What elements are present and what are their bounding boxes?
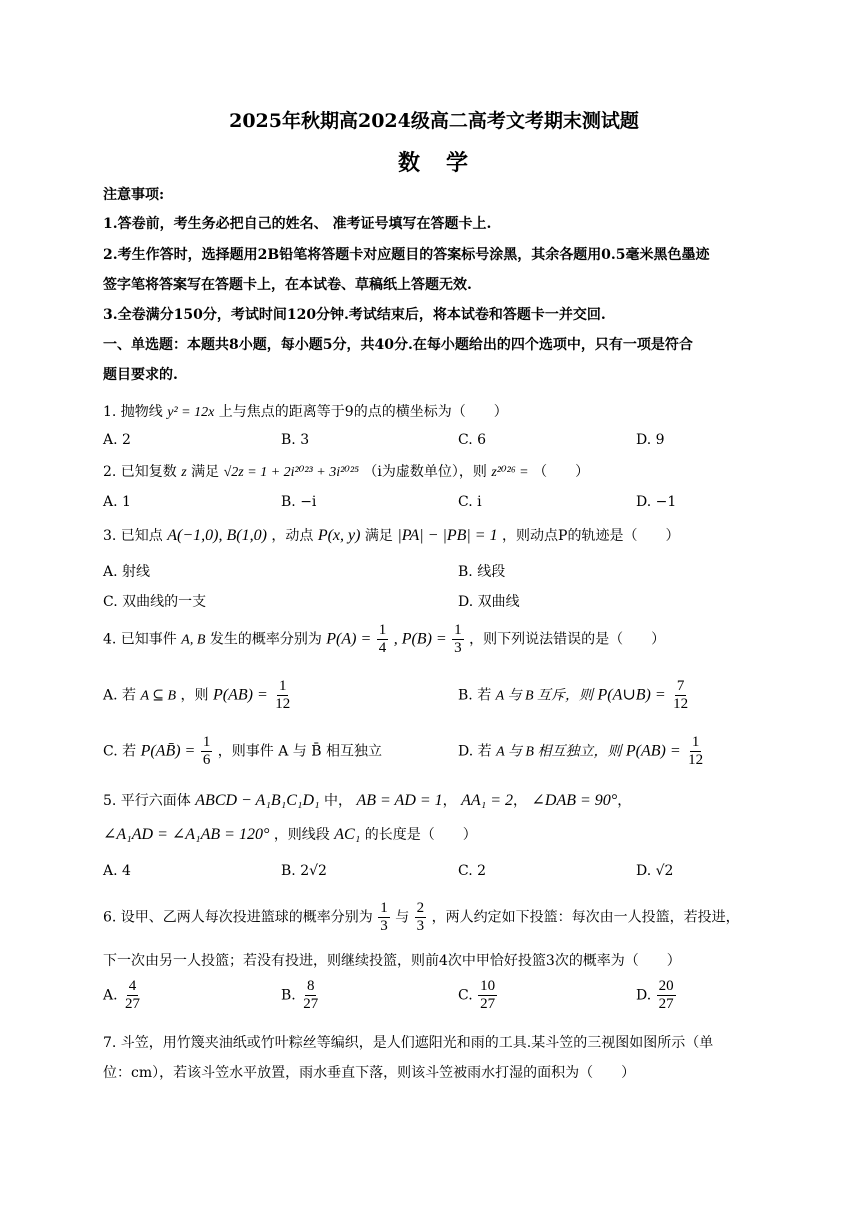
q4-d-den: 12 bbox=[688, 752, 704, 768]
q4-c-eq: P(AB̄) = bbox=[140, 742, 196, 760]
q4-d-eq: P(AB) = bbox=[625, 742, 681, 760]
q4-d-pre: D. 若 bbox=[458, 743, 492, 760]
q2-mid: 满足 bbox=[191, 464, 220, 480]
note-item-3: 3.全卷满分150分，考试时间120分钟.考试结束后，将本试卷和答题卡一并交回. bbox=[103, 307, 606, 323]
q6-f1-den: 3 bbox=[380, 918, 388, 934]
q4-events: A, B bbox=[181, 632, 206, 648]
q4-a-cond: A ⊆ B bbox=[140, 688, 177, 704]
q6-f2-den: 3 bbox=[416, 918, 425, 934]
q5-suf: ，则线段 bbox=[273, 827, 330, 843]
q5-option-d: D. √2 bbox=[636, 863, 674, 879]
q4-a-pre: A. 若 bbox=[103, 687, 137, 704]
q3-option-a: A. 射线 bbox=[103, 564, 151, 580]
q2-option-c: C. i bbox=[458, 494, 482, 510]
q4-a-fraction bbox=[273, 678, 292, 713]
q3-points: A(−1,0), B(1,0) bbox=[167, 527, 267, 544]
q4-pa-fraction bbox=[377, 622, 389, 657]
q5-option-a: A. 4 bbox=[103, 863, 131, 879]
q6-and: 与 bbox=[395, 909, 410, 926]
q5-cond-1: AB = AD = 1 bbox=[356, 792, 443, 809]
q2-end: （ ） bbox=[533, 464, 590, 480]
q5-solid: ABCD − A₁B₁C₁D₁ bbox=[195, 792, 320, 809]
q4-pb-num: 1 bbox=[454, 622, 462, 638]
q6-a-den: 27 bbox=[125, 996, 141, 1012]
question-5-cont bbox=[103, 824, 477, 844]
q4-pb-den: 3 bbox=[454, 640, 462, 656]
q2-note: （i为虚数单位），则 bbox=[363, 464, 487, 480]
question-1 bbox=[103, 401, 508, 421]
question-2 bbox=[103, 461, 589, 481]
q6-f2-num: 2 bbox=[416, 900, 425, 916]
q3-condition: |PA| − |PB| = 1 bbox=[397, 527, 498, 544]
question-3 bbox=[103, 525, 679, 545]
q1-option-b: B. 3 bbox=[281, 432, 310, 448]
question-5: 5. 平行六面体 ABCD − A₁B₁C₁D₁ 中， AB = AD = 1， AA₁ = 2， ∠DAB = 90°， bbox=[103, 792, 632, 809]
q2-ask: z²⁰²⁶ = bbox=[491, 465, 529, 480]
q4-option-c bbox=[103, 734, 382, 769]
q6-a-label: A. bbox=[103, 987, 118, 1004]
q4-mid: 发生的概率分别为 bbox=[209, 631, 322, 648]
q5-seg: AC₁ bbox=[334, 826, 361, 843]
q4-pb: , P(B) = bbox=[393, 630, 447, 648]
q5-cond-3: ∠DAB = 90° bbox=[531, 792, 618, 809]
q6-f1-num: 1 bbox=[380, 900, 388, 916]
q4-option-b bbox=[458, 678, 691, 713]
q1-prefix: 1. 抛物线 bbox=[103, 404, 163, 420]
q6-b-num: 8 bbox=[306, 978, 315, 994]
q4-b-den: 12 bbox=[673, 696, 689, 712]
q2-option-a: A. 1 bbox=[103, 494, 131, 510]
q4-prefix: 4. 已知事件 bbox=[103, 631, 177, 648]
q6-b-den: 27 bbox=[303, 996, 319, 1012]
q3-p: P(x, y) bbox=[317, 527, 361, 544]
q4-c-fraction bbox=[201, 734, 213, 769]
q5-cond-2: AA₁ = 2 bbox=[461, 792, 514, 809]
q5-option-b: B. 2√2 bbox=[281, 863, 327, 879]
q6-c-fraction bbox=[478, 978, 497, 1013]
q2-var: z bbox=[181, 465, 187, 480]
q6-d-num: 20 bbox=[658, 978, 674, 994]
q1-option-a: A. 2 bbox=[103, 432, 131, 448]
q6-c-label: C. bbox=[458, 987, 473, 1004]
q4-a-num: 1 bbox=[278, 678, 287, 694]
q4-b-pre: B. 若 bbox=[458, 687, 492, 704]
q6-option-d bbox=[636, 978, 677, 1013]
note-item-2: 2.考生作答时，选择题用2B铅笔将答题卡对应题目的答案标号涂黑，其余各题用0.5毫米黑色墨迹 bbox=[103, 247, 710, 263]
q6-pre: 6. 设甲、乙两人每次投进篮球的概率分别为 bbox=[103, 909, 373, 926]
q1-equation: y² = 12x bbox=[167, 405, 215, 420]
q6-b-label: B. bbox=[281, 987, 296, 1004]
q4-d-cond: A 与 B 相互独立，则 bbox=[496, 744, 622, 760]
q3-option-b: B. 线段 bbox=[458, 564, 506, 580]
q4-d-fraction bbox=[686, 734, 705, 769]
question-4 bbox=[103, 622, 665, 657]
exam-title: 2025年秋期高2024级高二高考文考期末测试题 bbox=[229, 110, 639, 132]
q6-a-num: 4 bbox=[128, 978, 137, 994]
q4-suffix: ，则下列说法错误的是（ ） bbox=[469, 631, 666, 648]
q6-option-b bbox=[281, 978, 321, 1013]
q2-option-b: B. −i bbox=[281, 494, 317, 510]
q6-c-den: 27 bbox=[480, 996, 496, 1012]
q6-b-fraction bbox=[301, 978, 320, 1013]
q4-option-a bbox=[103, 678, 293, 713]
question-6 bbox=[103, 900, 740, 935]
q3-mid: ，动点 bbox=[271, 528, 314, 544]
q6-d-fraction bbox=[657, 978, 676, 1013]
note-item-2-cont: 签字笔将答案写在答题卡上，在本试卷、草稿纸上答题无效. bbox=[103, 277, 472, 293]
q3-prefix: 3. 已知点 bbox=[103, 528, 163, 544]
q1-option-c: C. 6 bbox=[458, 432, 487, 448]
q4-a-mid: ，则 bbox=[180, 687, 209, 704]
notes-heading: 注意事项: bbox=[103, 187, 165, 203]
question-6-cont: 下一次由另一人投篮；若没有投进，则继续投篮，则前4次中甲恰好投篮3次的概率为（ ） bbox=[103, 953, 681, 969]
q4-b-num: 7 bbox=[676, 678, 685, 694]
q4-pa-num: 1 bbox=[378, 622, 387, 638]
q4-pa: P(A) = bbox=[326, 630, 372, 648]
q3-option-c: C. 双曲线的一支 bbox=[103, 594, 207, 610]
q2-prefix: 2. 已知复数 bbox=[103, 464, 177, 480]
q4-d-num: 1 bbox=[691, 734, 700, 750]
q3-option-d: D. 双曲线 bbox=[458, 594, 520, 610]
q4-c-pre: C. 若 bbox=[103, 743, 137, 760]
q5-pre: 5. 平行六面体 bbox=[103, 793, 191, 809]
q4-c-den: 6 bbox=[202, 752, 211, 768]
q4-a-den: 12 bbox=[275, 696, 291, 712]
q6-d-label: D. bbox=[636, 987, 652, 1004]
q4-c-num: 1 bbox=[202, 734, 211, 750]
q2-option-d: D. −1 bbox=[636, 494, 677, 510]
q2-equation: √2z = 1 + 2i²⁰²³ + 3i²⁰²⁵ bbox=[223, 465, 359, 480]
q4-b-cond: A 与 B 互斥，则 bbox=[495, 688, 594, 704]
q6-d-den: 27 bbox=[658, 996, 674, 1012]
q6-fraction-2 bbox=[415, 900, 427, 935]
q5-option-c: C. 2 bbox=[458, 863, 487, 879]
q6-a-fraction bbox=[123, 978, 142, 1013]
q4-c-suf: ，则事件 A 与 B̄ 相互独立 bbox=[217, 743, 382, 760]
note-item-1: 1.答卷前，考生务必把自己的姓名、 准考证号填写在答题卡上. bbox=[103, 216, 492, 232]
section-heading-cont: 题目要求的. bbox=[103, 367, 178, 383]
q3-cond-word: 满足 bbox=[364, 528, 393, 544]
q6-option-c bbox=[458, 978, 498, 1013]
subject-title: 数 学 bbox=[397, 150, 470, 176]
q3-suffix: ，则动点P的轨迹是（ ） bbox=[502, 528, 680, 544]
q1-option-d: D. 9 bbox=[636, 432, 665, 448]
q5-mid: 中， bbox=[324, 793, 353, 809]
q6-fraction-1 bbox=[378, 900, 390, 935]
q4-option-d bbox=[458, 734, 706, 769]
question-7: 7. 斗笠，用竹篾夹油纸或竹叶粽丝等编织，是人们遮阳光和雨的工具.某斗笠的三视图如图所示（单 bbox=[103, 1035, 714, 1051]
section-heading: 一、单选题：本题共8小题，每小题5分，共40分.在每小题给出的四个选项中，只有一项是符合 bbox=[103, 337, 693, 353]
q6-option-a bbox=[103, 978, 143, 1013]
q4-b-fraction bbox=[671, 678, 690, 713]
q4-pa-den: 4 bbox=[378, 640, 387, 656]
q1-suffix: 上与焦点的距离等于9的点的横坐标为（ ） bbox=[218, 404, 508, 420]
q4-b-eq: P(A∪B) = bbox=[597, 686, 666, 704]
q5-end: 的长度是（ ） bbox=[364, 827, 477, 843]
q4-pb-fraction bbox=[452, 622, 464, 657]
q6-c-num: 10 bbox=[480, 978, 496, 994]
q6-suf: ，两人约定如下投篮：每次由一人投篮，若投进， bbox=[431, 909, 740, 926]
question-7-cont: 位：cm），若该斗笠水平放置，雨水垂直下落，则该斗笠被雨水打湿的面积为（ ） bbox=[103, 1065, 636, 1081]
q5-angle-eq: ∠A₁AD = ∠A₁AB = 120° bbox=[103, 826, 270, 843]
q4-a-eq: P(AB) = bbox=[212, 686, 268, 704]
